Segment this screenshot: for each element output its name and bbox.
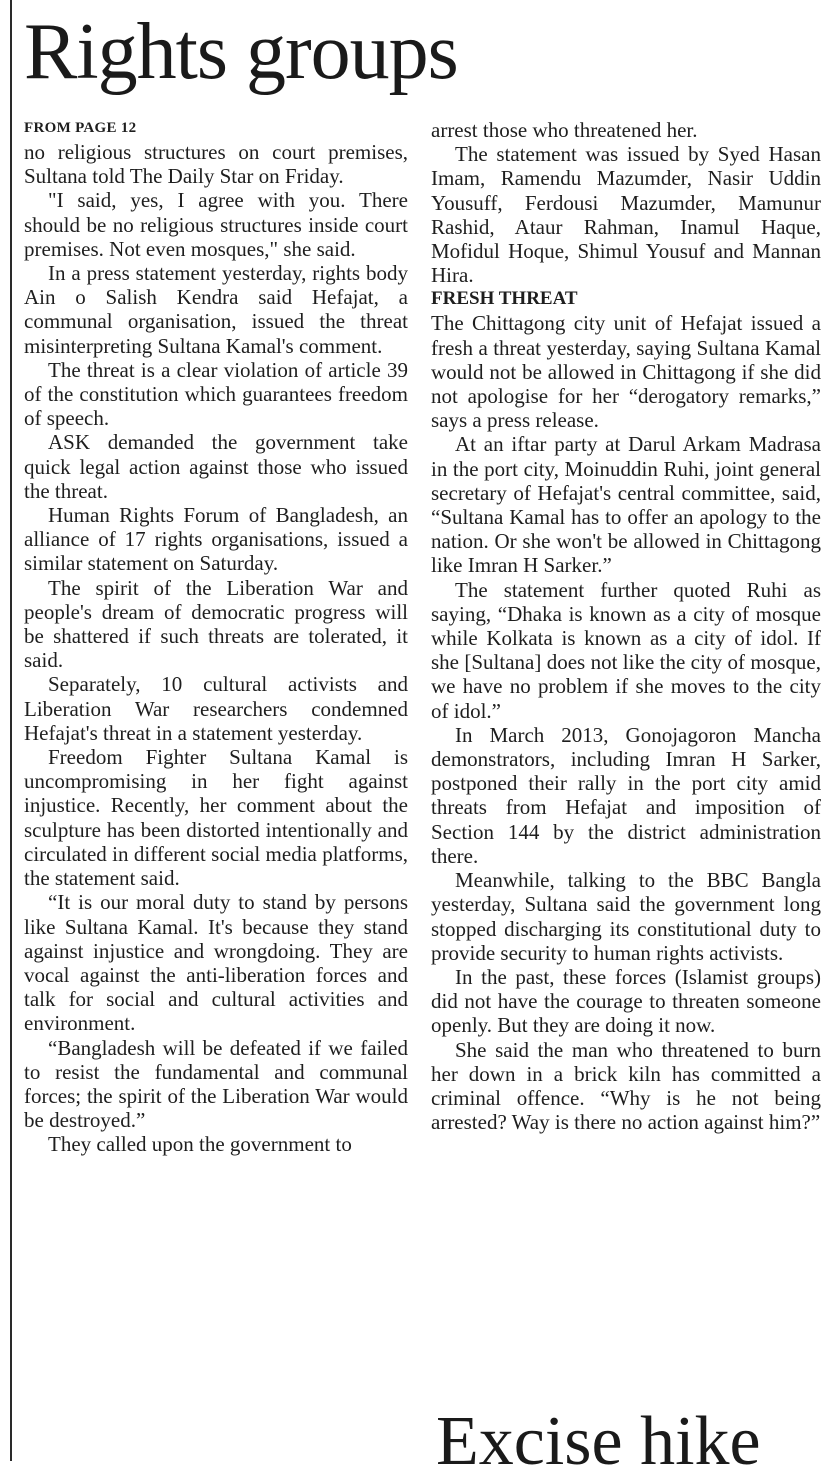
paragraph: Freedom Fighter Sultana Kamal is uncompromising in her fight against injustice. Recently, her comment about the sculpture has been distorted intentionally and circulated in different social media platforms, the statement said. bbox=[24, 745, 408, 891]
subhead: FRESH THREAT bbox=[431, 288, 578, 310]
left-column bbox=[24, 118, 408, 1157]
paragraph: Separately, 10 cultural activists and Liberation War researchers condemned Hefajat's threat in a statement yesterday. bbox=[24, 672, 408, 745]
paragraph: The spirit of the Liberation War and people's dream of democratic progress will be shattered if such threats are tolerated, it said. bbox=[24, 575, 408, 673]
paragraph: “It is our moral duty to stand by persons like Sultana Kamal. It's because they stand against injustice and wrongdoing. They are vocal against the anti-liberation forces and talk for social and cultural activities and environment. bbox=[24, 890, 408, 1036]
right-column bbox=[431, 118, 821, 1134]
paragraph: In March 2013, Gonojagoron Mancha demonstrators, including Imran H Sarker, postponed their rally in the port city amid threats from Hefajat and imposition of Section 144 by the district administration there. bbox=[431, 722, 821, 868]
paragraph: arrest those who threatened her. bbox=[431, 118, 698, 142]
paragraph: The statement was issued by Syed Hasan Imam, Ramendu Mazumder, Nasir Uddin Yousuff, Ferdousi Mazumder, Mamunur Rashid, Ataur Rahman, Inamul Haque, Mofidul Hoque, Shimul Yousuf and Mannan Hira. bbox=[431, 142, 821, 288]
paragraph: The threat is a clear violation of article 39 of the constitution which guarantees freedom of speech. bbox=[24, 357, 408, 431]
headline: Rights groups bbox=[24, 8, 458, 96]
paragraph: ASK demanded the government take quick legal action against those who issued the threat. bbox=[24, 430, 408, 503]
paragraph: In the past, these forces (Islamist groups) did not have the courage to threaten someone openly. But they are doing it now. bbox=[431, 964, 821, 1038]
column-rule bbox=[10, 0, 12, 1461]
paragraph: Meanwhile, talking to the BBC Bangla yesterday, Sultana said the government long stopped discharging its constitutional duty to provide security to human rights activists. bbox=[431, 868, 821, 965]
paragraph: The statement further quoted Ruhi as saying, “Dhaka is known as a city of mosque while Kolkata is known as a city of idol. If she [Sultana] does not like the city of mosque, we have no problem if she moves to the city of idol.” bbox=[431, 577, 821, 723]
paragraph: She said the man who threatened to burn her down in a brick kiln has committed a criminal offence. “Why is he not being arrested? Way is there no action against him?” bbox=[431, 1037, 821, 1135]
paragraph: no religious structures on court premises, Sultana told The Daily Star on Friday. bbox=[24, 140, 408, 189]
paragraph: In a press statement yesterday, rights body Ain o Salish Kendra said Hefajat, a communal organisation, issued the threat misinterpreting Sultana Kamal's comment. bbox=[24, 261, 408, 358]
paragraph: The Chittagong city unit of Hefajat issued a fresh a threat yesterday, saying Sultana Kamal would not be allowed in Chittagong if she did not apologise for her “derogatory remarks,” says a press release. bbox=[431, 311, 821, 433]
paragraph: At an iftar party at Darul Arkam Madrasa in the port city, Moinuddin Ruhi, joint general secretary of Hefajat's central committee, said, “Sultana Kamal has to offer an apology to the nation. Or she won't be allowed in Chittagong like Imran H Sarker.” bbox=[431, 432, 821, 578]
jump-kicker: FROM PAGE 12 bbox=[24, 120, 137, 136]
paragraph: They called upon the government to bbox=[48, 1132, 352, 1157]
paragraph: "I said, yes, I agree with you. There should be no religious structures inside court premises. Not even mosques," she said. bbox=[24, 188, 408, 261]
next-article-headline: Excise hike bbox=[436, 1403, 761, 1480]
paragraph: “Bangladesh will be defeated if we failed to resist the fundamental and communal forces; the spirit of the Liberation War would be destroyed.” bbox=[24, 1035, 408, 1133]
paragraph: Human Rights Forum of Bangladesh, an alliance of 17 rights organisations, issued a similar statement on Saturday. bbox=[24, 503, 408, 576]
